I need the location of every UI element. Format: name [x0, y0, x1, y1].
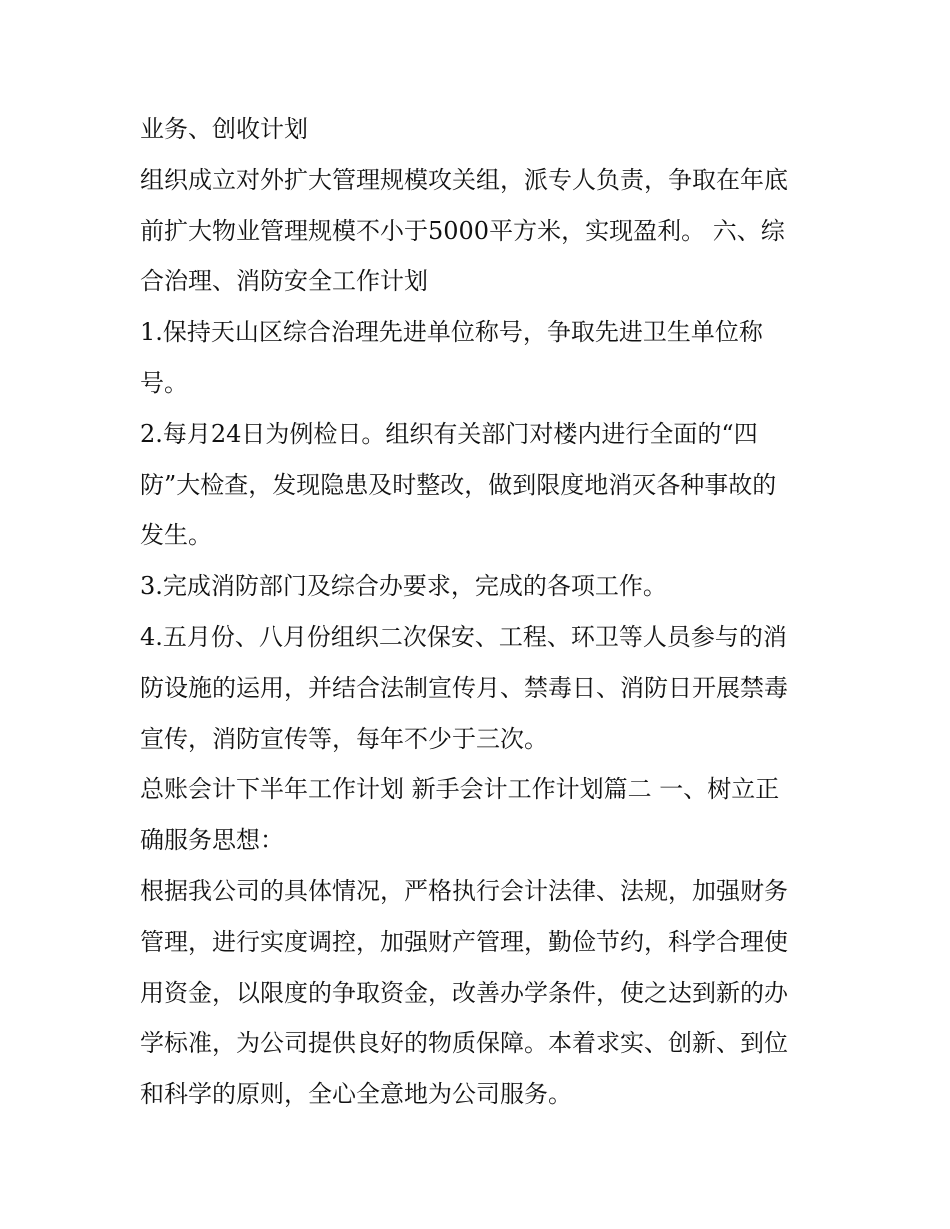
- text-line: 2.每月24日为例检日。组织有关部门对楼内进行全面的“四: [140, 419, 758, 448]
- text-line: 发生。: [140, 521, 212, 550]
- text-line: 4.五月份、八月份组织二次保安、工程、环卫等人员参与的消: [140, 622, 787, 651]
- text-line: 管理，进行实度调控，加强财产管理，勤俭节约，科学合理使: [140, 927, 788, 956]
- text-line: 学标准，为公司提供良好的物质保障。本着求实、创新、到位: [140, 1029, 788, 1058]
- text-line: 1.保持天山区综合治理先进单位称号，争取先进卫生单位称: [140, 318, 763, 347]
- text-line: 防”大检查，发现隐患及时整改，做到限度地消灭各种事故的: [140, 470, 777, 499]
- text-line: 总账会计下半年工作计划 新手会计工作计划篇二 一、树立正: [140, 775, 780, 804]
- text-line: 业务、创收计划: [140, 115, 308, 143]
- text-line: 前扩大物业管理规模不小于5000平方米，实现盈利。 六、综: [140, 216, 785, 245]
- document-body: [140, 104, 820, 1120]
- text-line: 合治理、消防安全工作计划: [140, 267, 428, 296]
- text-line: 根据我公司的具体情况，严格执行会计法律、法规，加强财务: [140, 876, 788, 905]
- text-line: 宣传，消防宣传等，每年不少于三次。: [140, 724, 548, 753]
- text-line: 3.完成消防部门及综合办要求，完成的各项工作。: [140, 572, 667, 601]
- text-line: 用资金，以限度的争取资金，改善办学条件，使之达到新的办: [140, 978, 788, 1007]
- text-line: 和科学的原则，全心全意地为公司服务。: [140, 1080, 572, 1109]
- text-line: 组织成立对外扩大管理规模攻关组，派专人负责，争取在年底: [140, 165, 788, 194]
- text-line: 防设施的运用，并结合法制宣传月、禁毒日、消防日开展禁毒: [140, 673, 788, 702]
- text-line: 确服务思想：: [140, 826, 284, 855]
- text-line: 号。: [140, 368, 188, 397]
